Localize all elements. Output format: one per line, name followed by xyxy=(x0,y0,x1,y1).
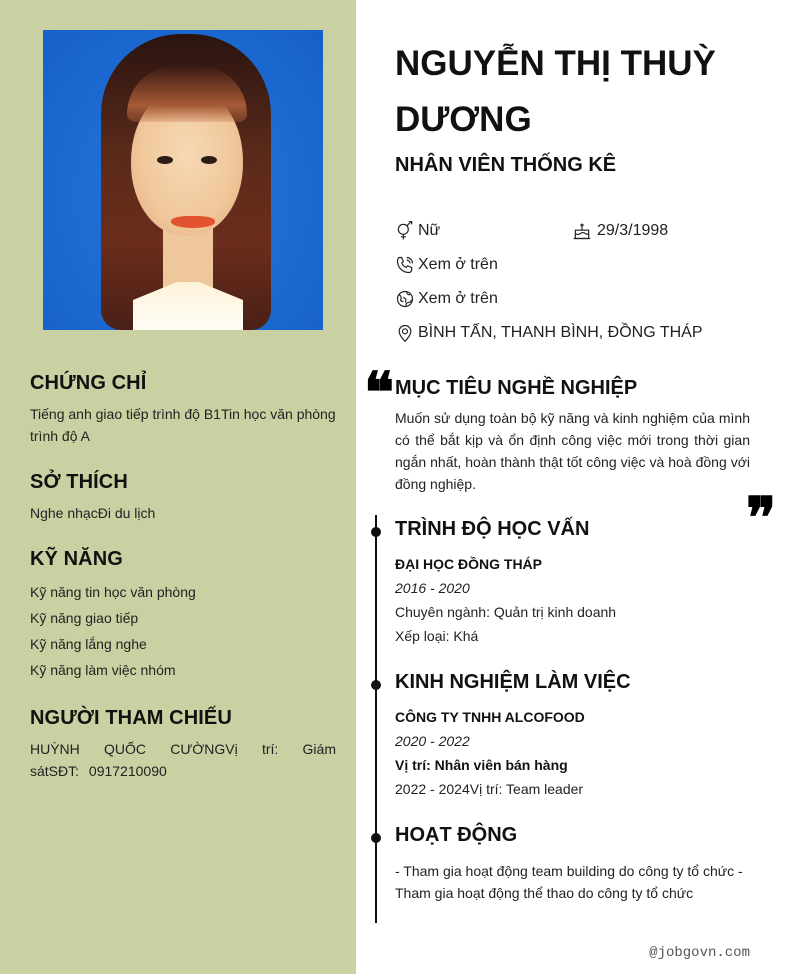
education-period: 2016 - 2020 xyxy=(395,580,470,596)
certificates-text: Tiếng anh giao tiếp trình độ B1Tin học văn phòng trình độ A xyxy=(30,406,336,444)
experience-period: 2020 - 2022 xyxy=(395,733,470,749)
education-major: Chuyên ngành: Quản trị kinh doanh xyxy=(395,604,617,620)
timeline-dot xyxy=(371,527,381,537)
activities-title: HOẠT ĐỘNG xyxy=(395,824,518,846)
skills-title: KỸ NĂNG xyxy=(30,548,123,570)
hobbies-title: SỞ THÍCH xyxy=(30,471,128,493)
open-quote-icon: ❝ xyxy=(364,360,395,426)
candidate-name: NGUYỄN THỊ THUỲ DƯƠNG xyxy=(395,44,716,139)
activities-text: - Tham gia hoạt động team building do công ty tổ chức - Tham gia hoạt động thể thao do công ty tổ chức xyxy=(395,863,743,901)
phone-row xyxy=(395,255,498,275)
company-name: CÔNG TY TNHH ALCOFOOD xyxy=(395,709,585,725)
address-value: BÌNH TẤN, THANH BÌNH, ĐỒNG THÁP xyxy=(418,324,703,341)
skill-item: Kỹ năng làm việc nhóm xyxy=(30,662,176,678)
experience-title: KINH NGHIỆM LÀM VIỆC xyxy=(395,671,631,693)
profile-photo xyxy=(43,30,323,330)
references-section xyxy=(30,707,336,782)
gender-value: Nữ xyxy=(418,222,441,239)
gender-icon xyxy=(395,221,415,241)
experience-position: Vị trí: Nhân viên bán hàng xyxy=(395,757,568,773)
birthday-cake-icon xyxy=(572,221,592,241)
gender-row xyxy=(395,221,440,241)
timeline-line xyxy=(375,515,377,923)
skill-item: Kỹ năng tin học văn phòng xyxy=(30,584,196,600)
close-quote-icon: ❞ xyxy=(746,485,777,551)
phone-value: Xem ở trên xyxy=(418,256,498,273)
skills-section xyxy=(30,548,336,683)
hobbies-text: Nghe nhạcĐi du lịch xyxy=(30,505,156,521)
objective-title: MỤC TIÊU NGHỀ NGHIỆP xyxy=(395,377,638,399)
timeline-dot xyxy=(371,680,381,690)
location-pin-icon xyxy=(395,323,415,343)
address-row xyxy=(395,323,702,343)
references-text: HUỲNH QUỐC CƯỜNGVị trí: Giám sátSĐT: 0917210090 xyxy=(30,741,336,779)
education-grade: Xếp loại: Khá xyxy=(395,628,479,644)
education-entry xyxy=(395,552,755,648)
job-title: NHÂN VIÊN THỐNG KÊ xyxy=(395,154,617,176)
timeline-dot xyxy=(371,833,381,843)
birthday-row xyxy=(572,221,668,241)
references-title: NGƯỜI THAM CHIẾU xyxy=(30,707,232,729)
objective-text: Muốn sử dụng toàn bộ kỹ năng và kinh nghiệm của mình có thể bắt kịp và ổn định công việc mới trong thời gian ngắn nhất, hoàn thành thật tốt công việc và hoà đồng với đồng nghiệp. xyxy=(395,410,750,492)
skill-item: Kỹ năng giao tiếp xyxy=(30,610,139,626)
certificates-section xyxy=(30,372,336,447)
experience-detail: 2022 - 2024Vị trí: Team leader xyxy=(395,781,584,797)
experience-entry xyxy=(395,705,755,801)
website-value: Xem ở trên xyxy=(418,290,498,307)
hobbies-section xyxy=(30,471,336,524)
birthday-value: 29/3/1998 xyxy=(597,222,669,239)
watermark: @jobgovn.com xyxy=(649,945,750,961)
globe-icon xyxy=(395,289,415,309)
skill-item: Kỹ năng lắng nghe xyxy=(30,636,147,652)
certificates-title: CHỨNG CHỈ xyxy=(30,372,147,394)
sidebar xyxy=(0,0,356,974)
website-row xyxy=(395,289,498,309)
skills-list xyxy=(30,579,336,683)
school-name: ĐẠI HỌC ĐỒNG THÁP xyxy=(395,556,542,572)
phone-icon xyxy=(395,255,415,275)
education-title: TRÌNH ĐỘ HỌC VẤN xyxy=(395,518,590,540)
